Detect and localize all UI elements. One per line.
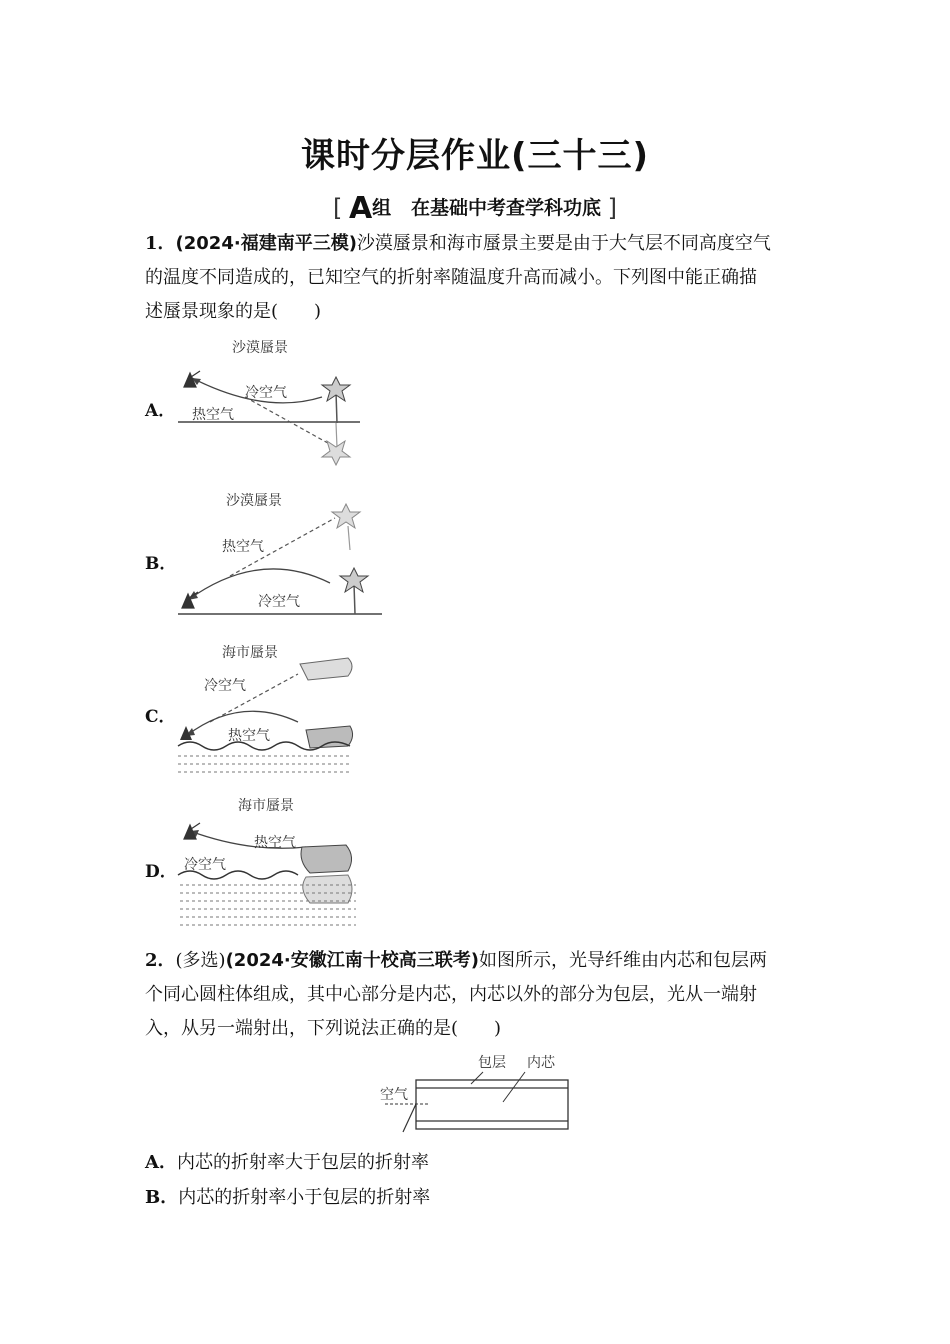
q1-option-d-figure [170,793,370,933]
q1-option-a-figure [170,335,380,475]
upper-air-label: 冷空气 [245,385,287,401]
ship-icon [301,845,352,873]
q2-source: (2024·安徽江南十校高三联考) [225,950,479,971]
mirage-ship-icon [300,658,352,680]
q1-line-2: 的温度不同造成的，已知空气的折射率随温度升高而减小。下列图中能正确描 [145,267,757,288]
page-title: 课时分层作业(三十三) [300,136,650,176]
cladding-pointer [471,1072,483,1084]
bracket-left: [ [332,194,343,222]
group-word: 组 [372,197,392,219]
mirage-tree-icon [322,441,350,465]
palm-trunk [354,584,355,614]
option-label: A． [145,1152,177,1173]
palm-trunk [336,392,337,423]
lower-air-label: 热空气 [192,407,234,423]
q1-option-c-label: C． [145,707,176,727]
q1-source: (2024·福建南平三模) [175,233,357,254]
q1-line-3: 述蜃景现象的是( ) [145,301,322,322]
option-text: 内芯的折射率大于包层的折射率 [176,1152,429,1173]
section-header [0,191,950,226]
upper-air-label: 冷空气 [204,678,246,694]
core-pointer [503,1072,525,1102]
lower-air-label: 冷空气 [184,857,226,873]
q2-text-1: 如图所示，光导纤维由内芯和包层两 [478,950,767,971]
bracket-right: ] [607,194,618,222]
q2-line-2: 个同心圆柱体组成，其中心部分是内芯，内芯以外的部分为包层，光从一端射 [145,984,757,1005]
figure-caption: 沙漠蜃景 [226,493,282,509]
question-1 [145,227,810,329]
mirage-trunk [348,526,350,550]
upper-air-label: 热空气 [254,835,296,851]
figure-caption: 海市蜃景 [238,798,294,814]
lower-air-label: 热空气 [228,728,270,744]
q2-prefix: (多选) [175,950,226,971]
upper-air-label: 热空气 [222,539,264,555]
q2-line-3: 入，从另一端射出，下列说法正确的是( ) [145,1018,502,1039]
incident-ray [403,1104,416,1132]
q1-option-c-figure [170,640,370,780]
option-text: 内芯的折射率小于包层的折射率 [178,1187,431,1208]
q1-number: 1． [145,233,176,254]
q2-option-b [145,1183,430,1209]
option-label: B． [145,1187,179,1208]
q1-option-b-figure [170,488,385,623]
q2-line-1 [145,944,810,978]
lower-air-label: 冷空气 [258,594,300,610]
figure-caption: 沙漠蜃景 [232,340,288,356]
mirage-ship-icon [303,875,352,903]
q2-option-a [145,1148,429,1174]
optical-fiber-figure [375,1050,575,1135]
q1-option-d-label: D． [145,862,177,882]
q2-number: 2． [145,950,176,971]
q1-option-a-label: A． [145,401,176,421]
q1-option-b-label: B． [145,554,177,574]
air-label: 空气 [380,1087,408,1103]
fiber-outline [416,1080,568,1129]
figure-caption: 海市蜃景 [222,645,278,661]
q1-line-1 [145,227,810,261]
group-letter: A [348,191,373,226]
core-label: 内芯 [527,1055,555,1071]
q1-text-1: 沙漠蜃景和海市蜃景主要是由于大气层不同高度空气 [356,233,771,254]
mirage-tree-icon [332,504,360,528]
mirage-trunk [336,423,337,447]
question-2 [145,944,810,1046]
cladding-label: 包层 [478,1055,506,1071]
section-text: 在基础中考查学科功底 [411,197,602,219]
